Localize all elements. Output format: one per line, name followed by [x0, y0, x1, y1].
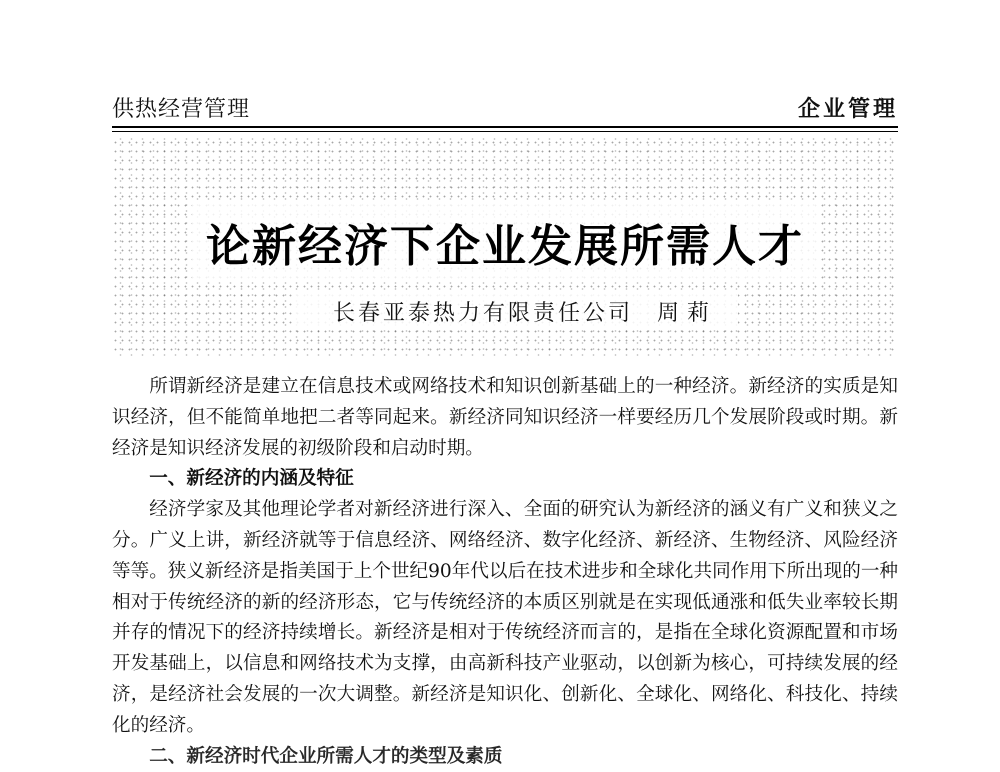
intro-paragraph: 所谓新经济是建立在信息技术或网络技术和知识创新基础上的一种经济。新经济的实质是知识经济，但不能简单地把二者等同起来。新经济同知识经济一样要经历几个发展阶段或时期。新经济是知识经济发展的初级阶段和启动时期。 — [112, 376, 898, 459]
section-heading-2: 二、新经济时代企业所需人才的类型及素质 — [149, 745, 503, 767]
author-name: 周莉 — [657, 301, 718, 326]
header-rule-thick — [112, 126, 898, 128]
author-line — [112, 296, 898, 327]
body-paragraph: 经济学家及其他理论学者对新经济进行深入、全面的研究认为新经济的涵义有广义和狭义之分。广义上讲，新经济就等于信息经济、网络经济、数字化经济、新经济、生物经济、风险经济等等。狭义新经济是指美国于上个世纪90年代以后在技术进步和全球化共同作用下所出现的一种相对于传统经济的新的经济形态，它与传统经济的本质区别就是在实现低通涨和低失业率较长期并存的情况下的经济持续增长。新经济是相对于传统经济而言的，是指在全球化资源配置和市场开发基础上，以信息和网络技术为支撑，由高新科技产业驱动，以创新为核心，可持续发展的经济，是经济社会发展的一次大调整。新经济是知识化、创新化、全球化、网络化、科技化、持续化的经济。 — [112, 499, 899, 736]
header-rule-thin — [112, 131, 898, 132]
author-organization: 长春亚泰热力有限责任公司 — [332, 301, 633, 326]
title-banner — [112, 138, 898, 356]
journal-name: 供热经营管理 — [112, 97, 251, 122]
section-name: 企业管理 — [797, 96, 898, 122]
article-title: 论新经济下企业发展所需人才 — [206, 221, 804, 272]
section-heading-1: 一、新经济的内涵及特征 — [149, 468, 354, 490]
running-header — [112, 92, 898, 126]
article-body — [112, 372, 898, 772]
